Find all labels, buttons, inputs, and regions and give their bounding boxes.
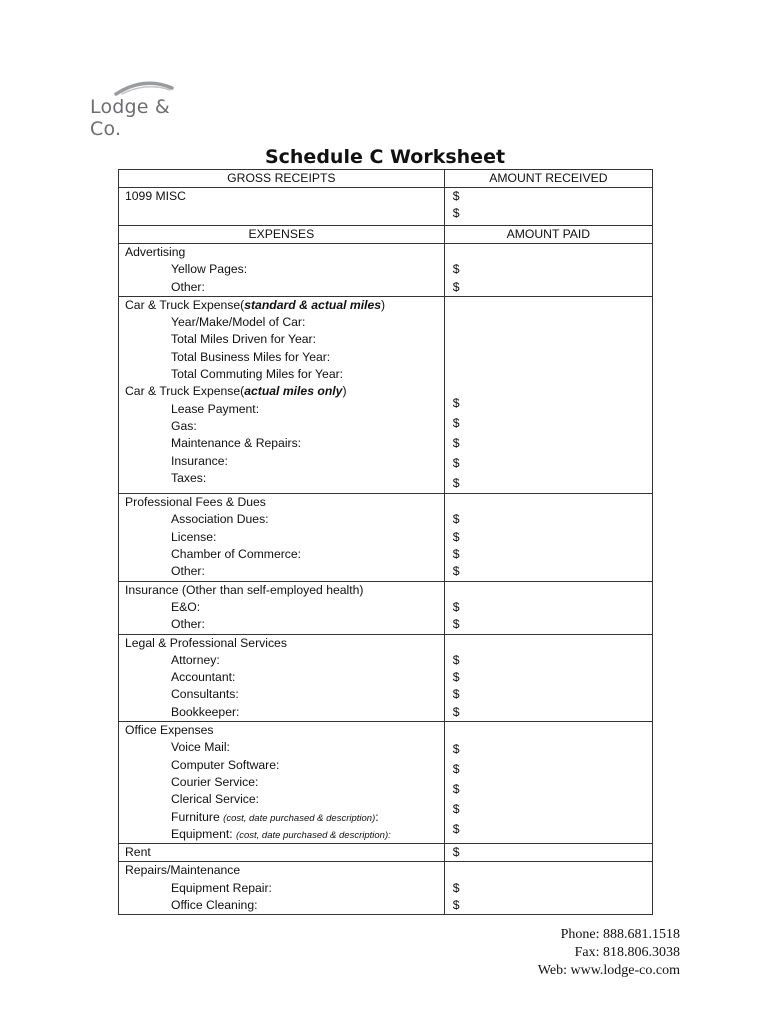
line-item: Clerical Service:: [171, 792, 260, 807]
line-item: Bookkeeper:: [171, 704, 240, 719]
line-item: Maintenance & Repairs:: [171, 436, 302, 451]
line-item: Association Dues:: [171, 512, 269, 527]
line-item: Courier Service:: [171, 774, 259, 789]
table-row: [119, 226, 653, 244]
line-item: Equipment Repair:: [171, 880, 272, 895]
line-item: Year/Make/Model of Car:: [171, 315, 306, 330]
line-item: Lease Payment:: [171, 401, 260, 416]
amount-field[interactable]: $: [452, 455, 460, 470]
rent-label: Rent: [125, 845, 151, 860]
amount-field[interactable]: $: [452, 802, 460, 817]
amount-field[interactable]: $: [452, 512, 460, 527]
line-item: Other:: [171, 564, 205, 579]
line-item: Furniture (cost, date purchased & description):: [171, 809, 379, 824]
line-item: Office Cleaning:: [171, 897, 258, 912]
amount-field[interactable]: $: [452, 564, 460, 579]
table-row: [119, 634, 653, 721]
logo-name: Lodge & Co.: [90, 96, 170, 140]
section-title: Office Expenses: [125, 723, 214, 738]
amount-field[interactable]: $: [452, 435, 460, 450]
line-item: License:: [171, 529, 217, 544]
amount-field[interactable]: $: [452, 782, 460, 797]
amount-field[interactable]: $: [452, 704, 460, 719]
table-row: [119, 188, 653, 226]
amount-field[interactable]: $: [452, 687, 460, 702]
line-item: Computer Software:: [171, 757, 280, 772]
section-title: Repairs/Maintenance: [125, 863, 241, 878]
table-row: [119, 170, 653, 188]
amount-field[interactable]: $: [452, 822, 460, 837]
logo-arc-icon: [114, 78, 174, 96]
line-item: Chamber of Commerce:: [171, 547, 302, 562]
amount-field[interactable]: $: [452, 395, 460, 410]
line-item: Accountant:: [171, 670, 236, 685]
amount-field[interactable]: $: [452, 845, 460, 860]
contact-info: [538, 926, 680, 980]
line-item: Attorney:: [171, 652, 220, 667]
amount-field[interactable]: $: [452, 415, 460, 430]
amount-field[interactable]: $: [452, 762, 460, 777]
amount-field[interactable]: $: [452, 475, 460, 490]
table-row: [119, 581, 653, 634]
amount-field[interactable]: $: [452, 617, 460, 632]
amount-field[interactable]: $: [452, 189, 460, 203]
amount-field[interactable]: $: [452, 279, 460, 294]
line-item: Insurance:: [171, 453, 228, 468]
line-item: Taxes:: [171, 470, 207, 485]
line-item: Total Miles Driven for Year:: [171, 332, 316, 347]
line-item: Consultants:: [171, 687, 239, 702]
worksheet-table: [118, 169, 653, 915]
line-item: Voice Mail:: [171, 740, 230, 755]
line-item: Gas:: [171, 418, 197, 433]
website: Web: www.lodge-co.com: [537, 963, 680, 978]
line-item: Total Business Miles for Year:: [171, 349, 331, 364]
line-item: Other:: [171, 617, 205, 632]
amount-field[interactable]: $: [452, 670, 460, 685]
line-item: Yellow Pages:: [171, 262, 248, 277]
table-row: [119, 244, 653, 297]
amount-field[interactable]: $: [452, 206, 460, 221]
amount-field[interactable]: $: [452, 547, 460, 562]
amount-field[interactable]: $: [452, 897, 460, 912]
section-title: Advertising: [125, 245, 186, 259]
amount-field[interactable]: $: [452, 599, 460, 614]
section-title: Professional Fees & Dues: [125, 495, 266, 510]
phone-number: Phone: 888.681.1518: [560, 927, 680, 942]
fax-number: Fax: 818.806.3038: [574, 945, 680, 960]
amount-field[interactable]: $: [452, 529, 460, 544]
line-item: Equipment: (cost, date purchased & description):: [171, 826, 391, 841]
table-row: [119, 296, 653, 493]
table-row: [119, 862, 653, 915]
table-row: [119, 844, 653, 862]
amount-field[interactable]: $: [452, 262, 460, 277]
line-item: E&O:: [171, 599, 201, 614]
page-title: Schedule C Worksheet: [264, 146, 506, 168]
income-label: 1099 MISC: [125, 189, 186, 203]
header-amount-paid: AMOUNT PAID: [444, 226, 652, 244]
amount-field[interactable]: $: [452, 652, 460, 667]
line-item: Other:: [171, 279, 205, 294]
header-expenses: EXPENSES: [119, 226, 445, 244]
amount-field[interactable]: $: [452, 742, 460, 757]
section-title: Legal & Professional Services: [125, 635, 287, 650]
section-title: Car & Truck Expense(actual miles only): [125, 384, 347, 399]
header-gross-receipts: GROSS RECEIPTS: [119, 170, 445, 188]
line-item: Total Commuting Miles for Year:: [171, 367, 344, 382]
section-title: Car & Truck Expense(standard & actual miles): [125, 297, 386, 312]
company-logo: [90, 78, 200, 140]
section-title: Insurance (Other than self-employed health): [125, 582, 364, 597]
amount-field[interactable]: $: [452, 880, 460, 895]
table-row: [119, 722, 653, 844]
table-row: [119, 494, 653, 581]
header-amount-received: AMOUNT RECEIVED: [444, 170, 652, 188]
